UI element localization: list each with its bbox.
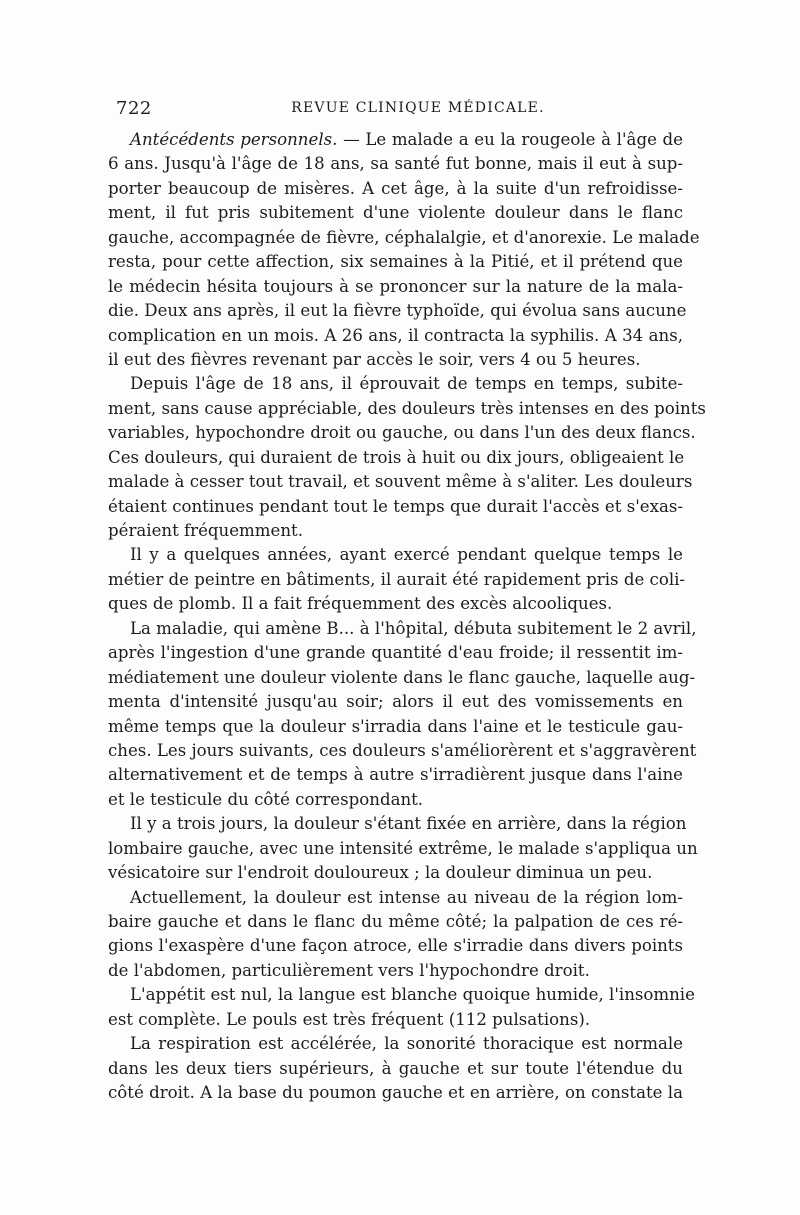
text-line: Il y a quelques années, ayant exercé pendant quelque temps le	[130, 545, 683, 565]
text-line: La respiration est accélérée, la sonorité thoracique est normale	[130, 1034, 683, 1054]
text-line: Ces douleurs, qui duraient de trois à huit ou dix jours, obligeaient le	[108, 447, 685, 467]
text-line: Depuis l'âge de 18 ans, il éprouvait de temps en temps, subite-	[130, 374, 683, 394]
text-line: La maladie, qui amène B... à l'hôpital, débuta subitement le 2 avril,	[130, 618, 697, 638]
text-line: porter beaucoup de misères. A cet âge, à la suite d'un refroidisse-	[108, 178, 683, 198]
text-line: péraient fréquemment.	[108, 521, 303, 540]
text-line	[108, 128, 683, 152]
text-line: 6 ans. Jusqu'à l'âge de 18 ans, sa santé fut bonne, mais il eut à sup-	[108, 154, 683, 174]
text-line: étaient continues pendant tout le temps que durait l'accès et s'exas-	[108, 496, 683, 516]
text-line: menta d'intensité jusqu'au soir; alors il eut des vomissements en	[108, 692, 683, 712]
text-line: médiatement une douleur violente dans le flanc gauche, laquelle aug-	[108, 667, 696, 687]
text-line: ques de plomb. Il a fait fréquemment des excès alcooliques.	[108, 594, 613, 614]
text-line: dans les deux tiers supérieurs, à gauche et sur toute l'étendue du	[108, 1058, 683, 1078]
text-line: est complète. Le pouls est très fréquent (112 pulsations).	[108, 1009, 591, 1029]
text-line: malade à cesser tout travail, et souvent même à s'aliter. Les douleurs	[108, 472, 693, 492]
text-line: ment, il fut pris subitement d'une violente douleur dans le flanc	[108, 203, 683, 223]
journal-title: REVUE CLINIQUE MÉDICALE.	[291, 100, 545, 116]
text-line: le médecin hésita toujours à se prononcer sur la nature de la mala-	[108, 276, 683, 296]
text-line: même temps que la douleur s'irradia dans l'aine et le testicule gau-	[108, 716, 683, 736]
page-number: 722	[116, 98, 152, 119]
text-line: resta, pour cette affection, six semaines à la Pitié, et il prétend que	[108, 252, 683, 272]
text-line: après l'ingestion d'une grande quantité d'eau froide; il ressentit im-	[108, 643, 683, 663]
text-line: ches. Les jours suivants, ces douleurs s'améliorèrent et s'aggravèrent	[108, 740, 697, 760]
text-line: Actuellement, la douleur est intense au niveau de la région lom-	[130, 887, 683, 907]
text-line: vésicatoire sur l'endroit douloureux ; la douleur diminua un peu.	[108, 863, 653, 883]
body-text	[108, 128, 706, 1106]
text-line: gions l'exaspère d'une façon atroce, elle s'irradie dans divers points	[108, 936, 683, 956]
text-line: métier de peintre en bâtiments, il aurait été rapidement pris de coli-	[108, 569, 686, 589]
text-line: ment, sans cause appréciable, des douleurs très intenses en des points	[108, 398, 706, 418]
running-head	[116, 98, 680, 122]
text-line: et le testicule du côté correspondant.	[108, 789, 424, 809]
text-line: complication en un mois. A 26 ans, il contracta la syphilis. A 34 ans,	[108, 325, 683, 345]
text-line: lombaire gauche, avec une intensité extrême, le malade s'appliqua un	[108, 838, 698, 858]
text-line: il eut des fièvres revenant par accès le soir, vers 4 ou 5 heures.	[108, 349, 641, 369]
text-line: Il y a trois jours, la douleur s'étant fixée en arrière, dans la région	[130, 814, 687, 834]
text-line: die. Deux ans après, il eut la fièvre typhoïde, qui évolua sans aucune	[108, 301, 687, 321]
text-line-content: — Le malade a eu la rougeole à l'âge de	[337, 130, 683, 149]
text-line: variables, hypochondre droit ou gauche, ou dans l'un des deux flancs.	[108, 423, 696, 443]
text-line: alternativement et de temps à autre s'irradièrent jusque dans l'aine	[108, 765, 683, 785]
text-line: L'appétit est nul, la langue est blanche quoique humide, l'insomnie	[130, 985, 695, 1005]
text-line: de l'abdomen, particulièrement vers l'hypochondre droit.	[108, 960, 590, 980]
text-line: baire gauche et dans le flanc du même côté; la palpation de ces ré-	[108, 912, 683, 931]
section-lead: Antécédents personnels.	[130, 130, 338, 149]
text-line: gauche, accompagnée de fièvre, céphalalgie, et d'anorexie. Le malade	[108, 227, 700, 247]
text-line: côté droit. A la base du poumon gauche et en arrière, on constate la	[108, 1083, 683, 1103]
